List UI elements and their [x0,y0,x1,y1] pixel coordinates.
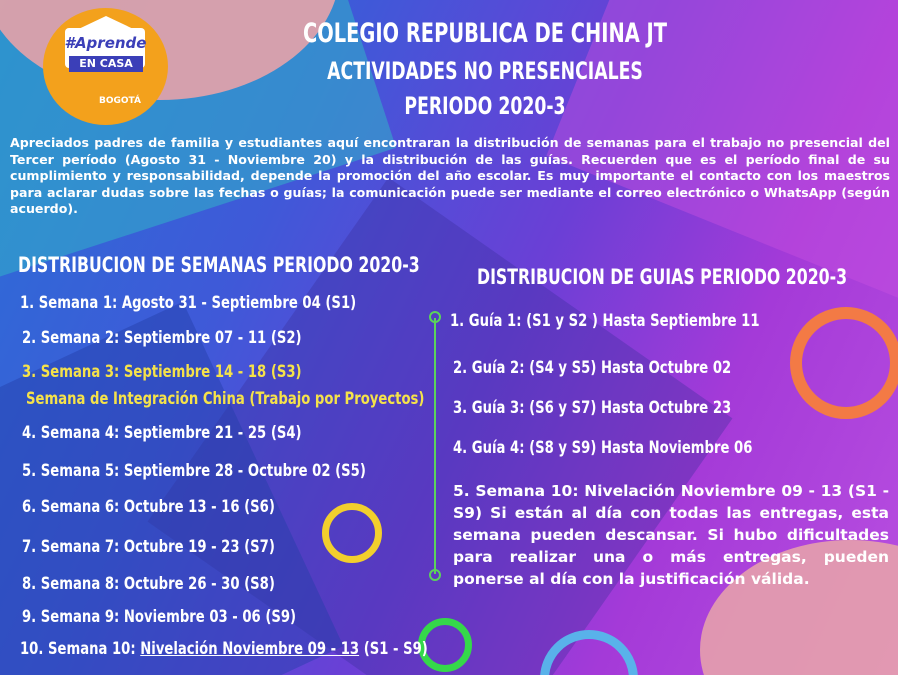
guides-heading: DISTRIBUCION DE GUIAS PERIODO 2020-3 [477,265,848,289]
timeline-dot [429,311,441,323]
guide-leveling-note: 5. Semana 10: Nivelación Noviembre 09 - 13 (S1 - S9) Si están al día con todas las entregas, esta semana pueden descansar. Si hubo dificultades para realizar una o más entregas, pueden ponerse al día con la justificación válida. [453,482,889,588]
aprende-en-casa-logo [43,8,168,125]
period-title: PERIODO 2020-3 [404,92,566,120]
timeline-dot [429,569,441,581]
week-item: 6. Semana 6: Octubre 13 - 16 (S6) [22,497,275,516]
week-item: 1. Semana 1: Agosto 31 - Septiembre 04 (S1) [20,293,357,312]
guide-item: 1. Guía 1: (S1 y S2 ) Hasta Septiembre 11 [450,311,760,330]
logo-text: #Aprende [64,34,147,52]
decor-ring [322,503,382,563]
guide-item: 2. Guía 2: (S4 y S5) Hasta Octubre 02 [453,358,732,377]
week-item: 4. Semana 4: Septiembre 21 - 25 (S4) [22,423,302,442]
week-item: 7. Semana 7: Octubre 19 - 23 (S7) [22,537,275,556]
school-title: COLEGIO REPUBLICA DE CHINA JT [302,18,668,49]
decor-ring [790,307,898,419]
week-item: 9. Semana 9: Noviembre 03 - 06 (S9) [22,607,297,626]
week-item: 8. Semana 8: Octubre 26 - 30 (S8) [22,574,275,593]
integration-week-note: Semana de Integración China (Trabajo por Proyectos) [26,389,425,408]
week-10-prefix: 10. Semana 10: [20,639,141,658]
timeline-line [434,318,436,574]
week-item-highlight: 3. Semana 3: Septiembre 14 - 18 (S3) [22,362,302,381]
weeks-heading: DISTRIBUCION DE SEMANAS PERIODO 2020-3 [18,253,420,277]
week-10-leveling: Nivelación Noviembre 09 - 13 [140,639,360,658]
week-10-suffix: (S1 - S9) [359,639,428,658]
week-item: 5. Semana 5: Septiembre 28 - Octubre 02 (S5) [22,461,366,480]
week-item-10 [20,639,428,658]
logo-text: BOGOTÁ [99,96,141,106]
activities-subtitle: ACTIVIDADES NO PRESENCIALES [327,57,643,85]
intro-paragraph: Apreciados padres de familia y estudiantes aquí encontraran la distribución de semanas para el trabajo no presencial del Tercer período (Agosto 31 - Noviembre 20) y la distribución de las guías. Recuerden que es el período final de su cumplimiento y responsabilidad, depende la promoción del año escolar. Es muy importante el contacto con los maestros para aclarar dudas sobre las fechas o guías; la comunicación puede ser mediante el correo electrónico o WhatsApp (según acuerdo). [10,135,890,216]
week-item: 2. Semana 2: Septiembre 07 - 11 (S2) [22,328,302,347]
guide-item: 4. Guía 4: (S8 y S9) Hasta Noviembre 06 [453,438,753,457]
logo-text: EN CASA [69,56,143,72]
guide-item: 3. Guía 3: (S6 y S7) Hasta Octubre 23 [453,398,732,417]
